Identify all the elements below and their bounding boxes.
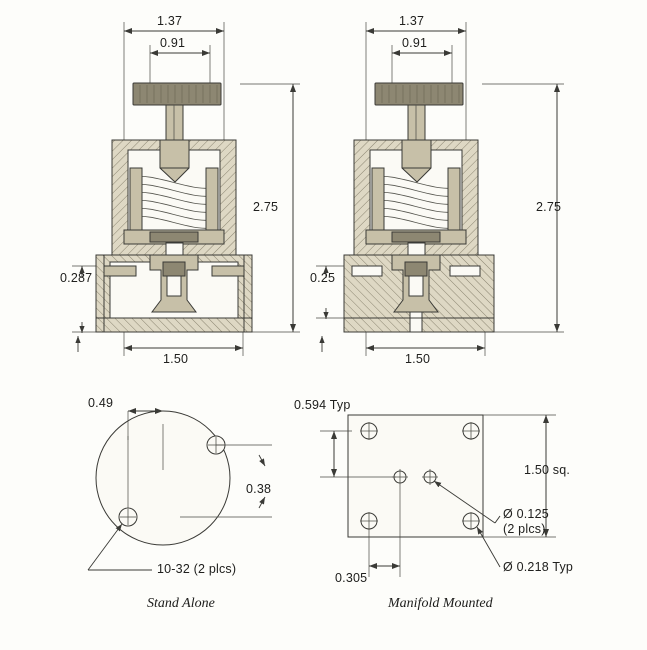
view-manifold-section: [316, 22, 564, 356]
dim-sa-width-outer: 1.37: [157, 14, 183, 28]
dim-sa-width-inner: 0.91: [160, 36, 186, 50]
dim-sb-0380: 0.38: [246, 482, 272, 496]
dim-mb-0305: 0.305: [335, 571, 368, 585]
dim-mm-base-offset: 0.25: [310, 271, 336, 285]
dim-mm-height: 2.75: [536, 200, 562, 214]
dim-mm-width-outer: 1.37: [399, 14, 425, 28]
dim-mb-150sq: 1.50 sq.: [524, 463, 571, 477]
view-manifold-bottom: [320, 415, 556, 577]
view-stand-alone-section: [72, 22, 300, 356]
caption-stand-alone: Stand Alone: [147, 596, 215, 611]
note-mb-125: Ø 0.125: [503, 507, 549, 521]
dim-sa-base-width: 1.50: [163, 352, 189, 366]
note-mb-218: Ø 0.218 Typ: [503, 560, 574, 574]
note-sb-ports: 10-32 (2 plcs): [157, 562, 237, 576]
note-mb-125-plcs: (2 plcs): [503, 522, 546, 536]
dim-sa-height: 2.75: [253, 200, 279, 214]
dim-mm-base-width: 1.50: [405, 352, 431, 366]
dim-mm-width-inner: 0.91: [402, 36, 428, 50]
dim-sb-0490: 0.49: [88, 396, 114, 410]
caption-manifold-mounted: Manifold Mounted: [388, 596, 493, 611]
view-stand-alone-bottom: [88, 411, 272, 570]
dim-sa-base-offset: 0.287: [60, 271, 93, 285]
dim-mb-0594: 0.594 Typ: [294, 398, 351, 412]
